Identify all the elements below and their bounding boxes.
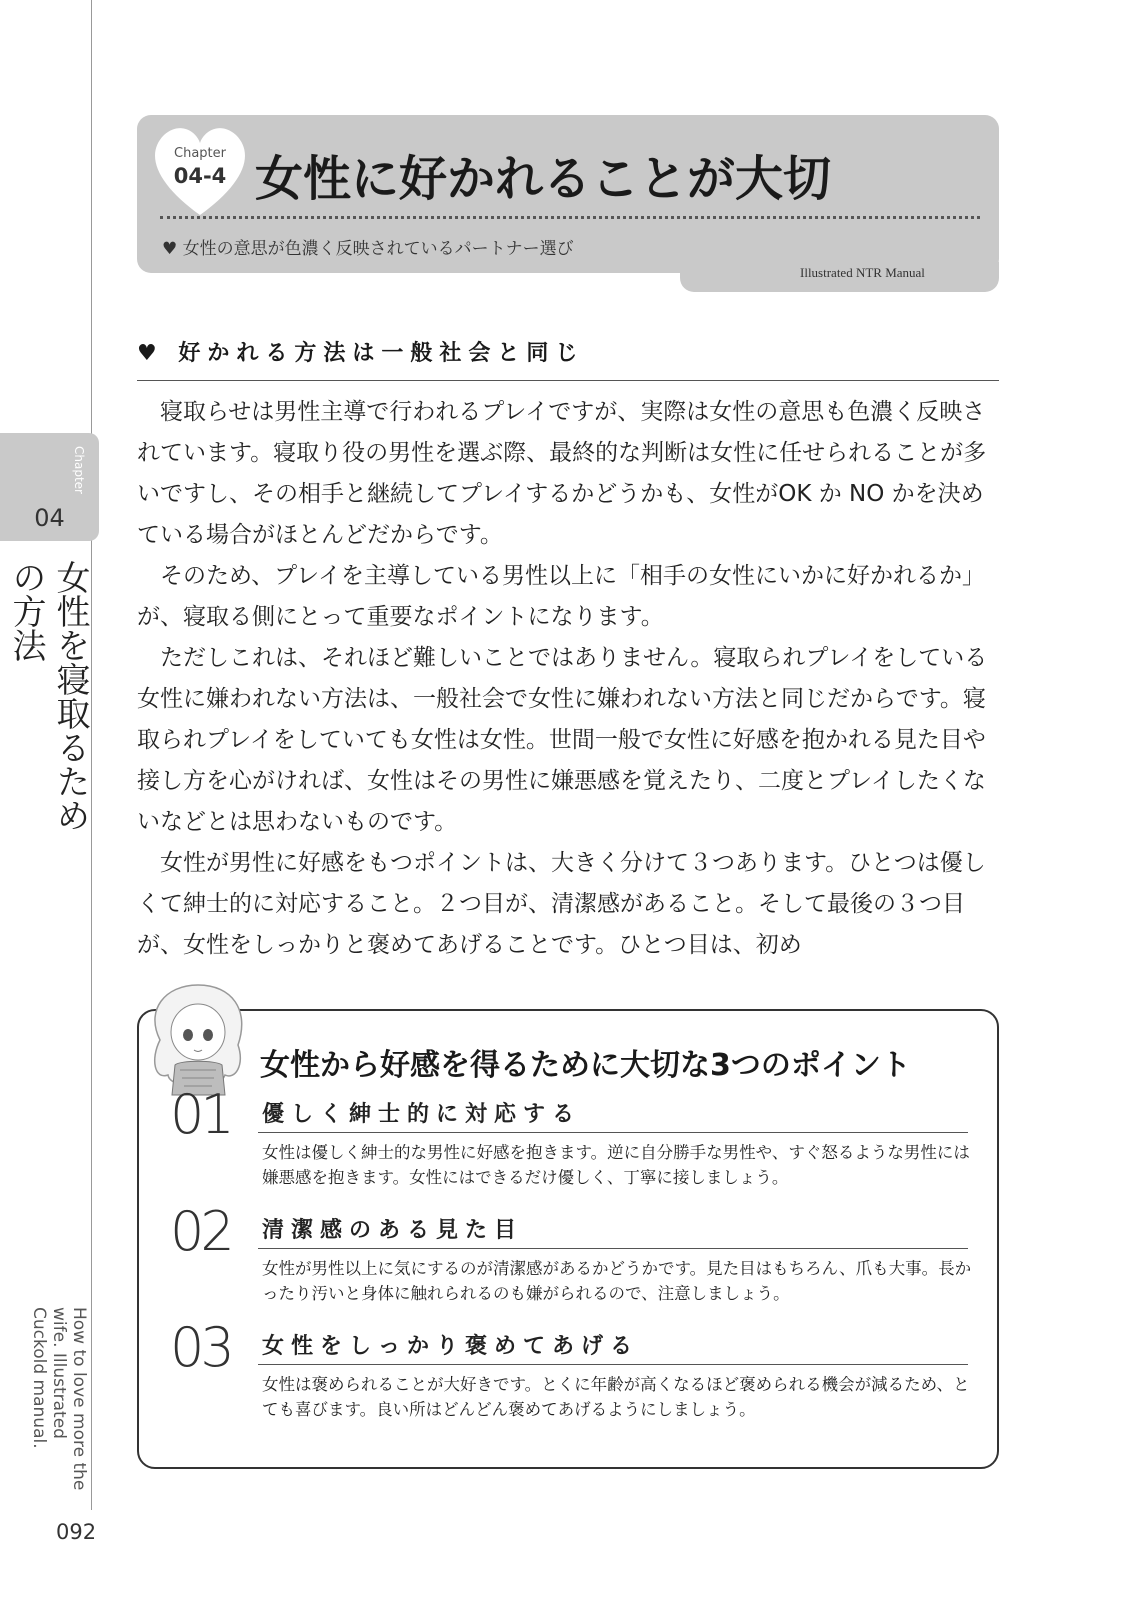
- point-heading: 女性をしっかり褒めてあげる: [262, 1334, 640, 1359]
- chapter-heart-badge: [150, 125, 250, 217]
- point-number: 01: [170, 1083, 231, 1146]
- point-description: 女性は褒められることが大好きです。とくに年齢が高くなるほど褒められる機会が減るため、とても喜びます。良い所はどんどん褒めてあげるようにしましょう。: [262, 1375, 970, 1419]
- dotted-divider: [160, 216, 980, 219]
- paragraph: 寝取らせは男性主導で行われるプレイですが、実際は女性の意思も色濃く反映されています。寝取り役の男性を選ぶ際、最終的な判断は女性に任せられることが多いですし、その相手と継続してプレイするかどうかも、女性がOK か NO かを決めている場合がほとんどだからです。: [137, 399, 987, 548]
- body-text: [137, 392, 999, 966]
- side-footer-text: How to love more the wife. Illustrated Cuckold manual.: [29, 1307, 89, 1491]
- page-number: 092: [56, 1520, 97, 1544]
- point-heading: 優しく紳士的に対応する: [262, 1102, 582, 1127]
- page-title: 女性に好かれることが大切: [255, 151, 832, 207]
- manual-label: Illustrated NTR Manual: [800, 265, 925, 280]
- point-description: 女性は優しく紳士的な男性に好感を抱きます。逆に自分勝手な男性や、すぐ怒るような男性には嫌悪感を抱きます。女性にはできるだけ優しく、丁寧に接しましょう。: [262, 1143, 970, 1187]
- point-underline: [258, 1364, 968, 1365]
- paragraph: 女性が男性に好感をもつポイントは、大きく分けて３つあります。ひとつは優しくて紳士的に対応すること。２つ目が、清潔感があること。そして最後の３つ目が、女性をしっかりと褒めてあげることです。ひとつ目は、初め: [137, 850, 986, 958]
- point-number: 03: [170, 1316, 231, 1379]
- section-underline: [137, 380, 999, 381]
- heart-chapter-label: Chapter: [174, 146, 226, 161]
- section-heading: ♥ 好かれる方法は一般社会と同じ: [137, 341, 585, 366]
- point-number: 02: [170, 1200, 231, 1263]
- side-chapter-label: Chapter: [72, 446, 86, 494]
- point-heading: 清潔感のある見た目: [262, 1218, 524, 1243]
- heart-chapter-number: 04-4: [173, 164, 227, 188]
- girl-illustration: [140, 980, 255, 1100]
- side-vertical-title: 女性を寝取るための方法: [6, 560, 90, 832]
- point-underline: [258, 1132, 968, 1133]
- point-description: 女性が男性以上に気にするのが清潔感があるかどうかです。見た目はもちろん、爪も大事。長かったり汚いと身体に触れられるのも嫌がられるので、注意しましょう。: [262, 1259, 972, 1303]
- paragraph: ただしこれは、それほど難しいことではありません。寝取られプレイをしている女性に嫌われない方法は、一般社会で女性に嫌われない方法と同じだからです。寝取られプレイをしていても女性は女性。世間一般で女性に好感を抱かれる見た目や接し方を心がければ、女性はその男性に嫌悪感を覚えたり、二度とプレイしたくないなどとは思わないものです。: [137, 645, 988, 835]
- key-points-title: 女性から好感を得るために大切な3つのポイント: [260, 1048, 911, 1083]
- paragraph: そのため、プレイを主導している男性以上に「相手の女性にいかに好かれるか」が、寝取る側にとって重要なポイントになります。: [137, 563, 986, 630]
- side-chapter-number: 04: [34, 504, 65, 532]
- point-underline: [258, 1248, 968, 1249]
- page-subtitle: ♥ 女性の意思が色濃く反映されているパートナー選び: [162, 239, 574, 259]
